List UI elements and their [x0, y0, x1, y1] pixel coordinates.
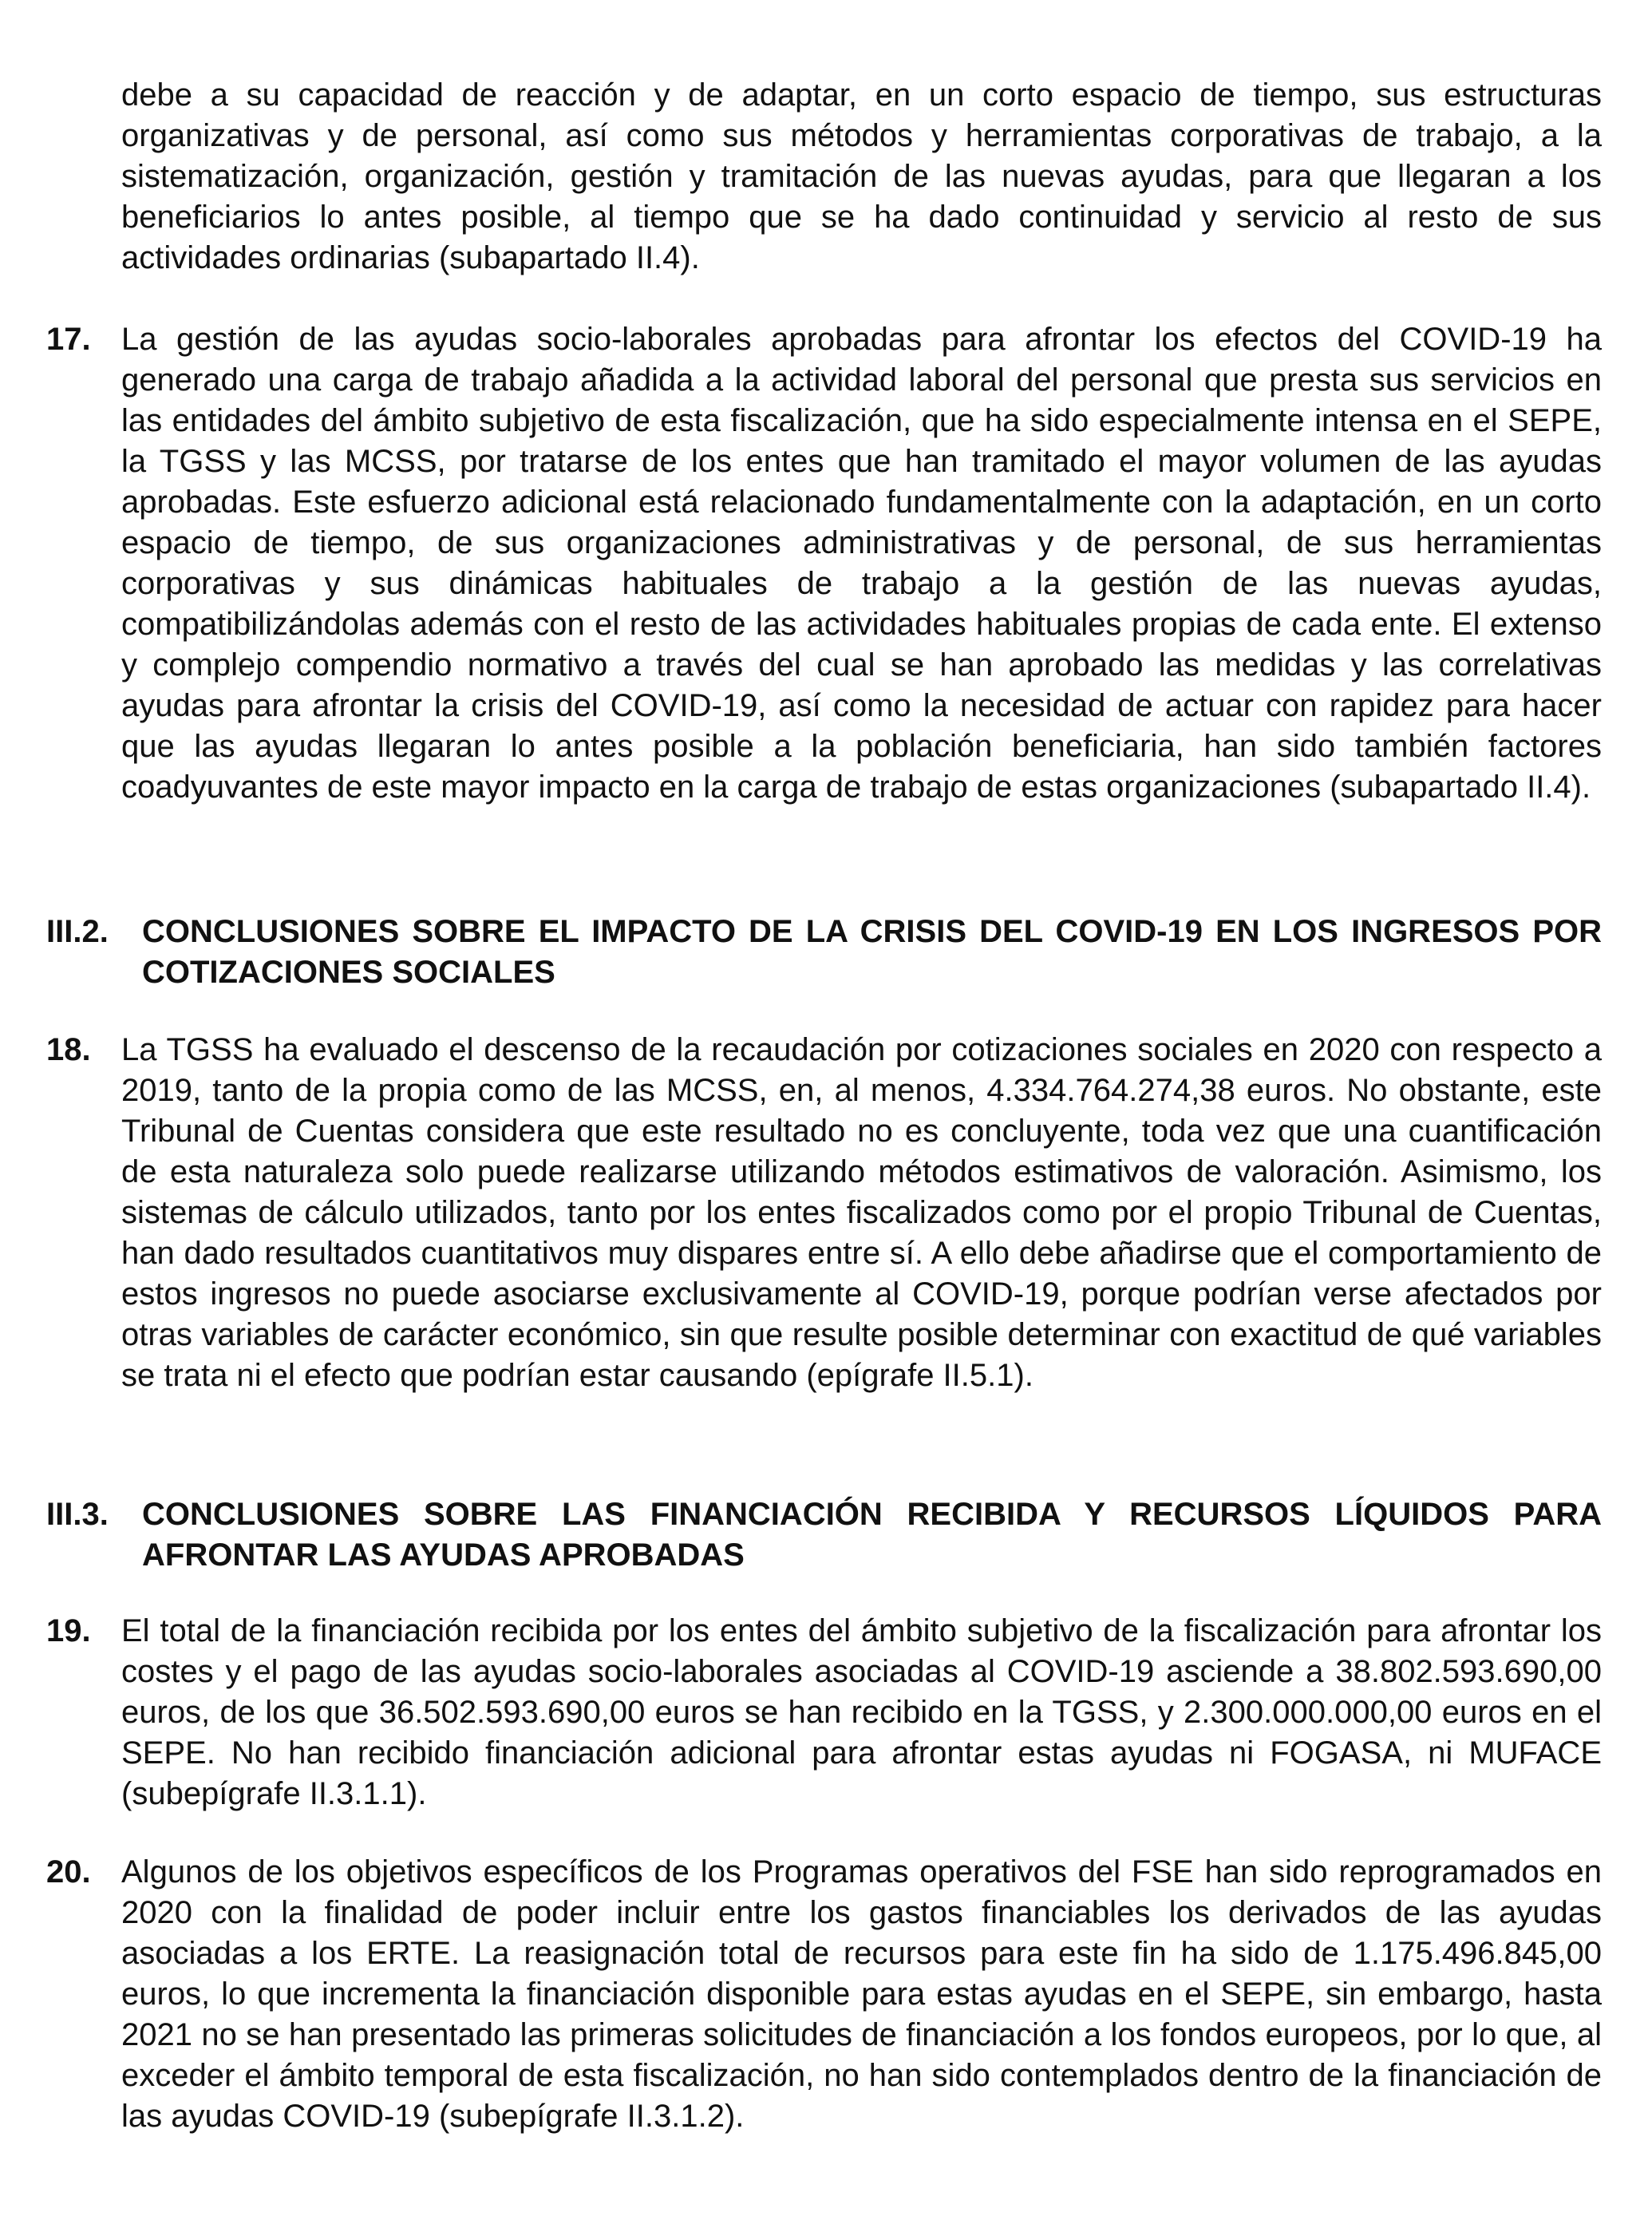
section-title: CONCLUSIONES SOBRE EL IMPACTO DE LA CRISIS DEL COVID-19 EN LOS INGRESOS POR COTIZACIONES SOCIALES	[142, 914, 1602, 990]
section-heading-III-3	[46, 1494, 1602, 1582]
section-heading-III-2	[46, 912, 1602, 999]
paragraph-20	[46, 1852, 1602, 2187]
intro-paragraph: debe a su capacidad de reacción y de adaptar, en un corto espacio de tiempo, sus estructuras organizativas y de personal, así como sus métodos y herramientas corporativas de trabajo, a la sistematización, organización, gestión y tramitación de las nuevas ayudas, para que llegaran a los beneficiarios lo antes posible, al tiempo que se ha dado continuidad y servicio al resto de sus actividades ordinarias (subapartado II.4).	[121, 77, 1602, 275]
section-number: III.2.	[46, 914, 109, 949]
section-title: CONCLUSIONES SOBRE LAS FINANCIACIÓN RECIBIDA Y RECURSOS LÍQUIDOS PARA AFRONTAR LAS AYUDAS APROBADAS	[142, 1497, 1602, 1573]
paragraph-number: 18.	[46, 1032, 91, 1067]
paragraph-number: 20.	[46, 1854, 91, 1890]
paragraph-17	[46, 319, 1602, 830]
section-number: III.3.	[46, 1497, 109, 1532]
paragraph-text: Algunos de los objetivos específicos de los Programas operativos del FSE han sido reprogramados en 2020 con la finalidad de poder incluir entre los gastos financiables los derivados de las ayudas asociadas a los ERTE. La reasignación total de recursos para este fin ha sido de 1.175.496.845,00 euros, lo que incrementa la financiación disponible para estas ayudas en el SEPE, sin embargo, hasta 2021 no se han presentado las primeras solicitudes de financiación a los fondos europeos, por lo que, al exceder el ámbito temporal de esta fiscalización, no han sido contemplados dentro de la financiación de las ayudas COVID-19 (subepígrafe II.3.1.2).	[121, 1854, 1602, 2134]
paragraph-18	[46, 1030, 1602, 1445]
paragraph-number: 19.	[46, 1613, 91, 1648]
paragraph-number: 17.	[46, 322, 91, 357]
paragraph-text: El total de la financiación recibida por los entes del ámbito subjetivo de la fiscalización para afrontar los costes y el pago de las ayudas socio-laborales asociadas al COVID-19 asciende a 38.802.593.690,00 euros, de los que 36.502.593.690,00 euros se han recibido en la TGSS, y 2.300.000.000,00 euros en el SEPE. No han recibido financiación adicional para afrontar estas ayudas ni FOGASA, ni MUFACE (subepígrafe II.3.1.1).	[121, 1613, 1602, 1811]
paragraph-text: La gestión de las ayudas socio-laborales aprobadas para afrontar los efectos del COVID-19 ha generado una carga de trabajo añadida a la actividad laboral del personal que presta sus servicios en las entidades del ámbito subjetivo de esta fiscalización, que ha sido especialmente intensa en el SEPE, la TGSS y las MCSS, por tratarse de los entes que han tramitado el mayor volumen de las ayudas aprobadas. Este esfuerzo adicional está relacionado fundamentalmente con la adaptación, en un corto espacio de tiempo, de sus organizaciones administrativas y de personal, de sus herramientas corporativas y sus dinámicas habituales de trabajo a la gestión de las nuevas ayudas, compatibilizándolas además con el resto de las actividades habituales propias de cada ente. El extenso y complejo compendio normativo a través del cual se han aprobado las medidas y las correlativas ayudas para afrontar la crisis del COVID-19, así como la necesidad de actuar con rapidez para hacer que las ayudas llegaran lo antes posible a la población beneficiaria, han sido también factores coadyuvantes de este mayor impacto en la carga de trabajo de estas organizaciones (subapartado II.4).	[121, 322, 1602, 805]
paragraph-text: La TGSS ha evaluado el descenso de la recaudación por cotizaciones sociales en 2020 con respecto a 2019, tanto de la propia como de las MCSS, en, al menos, 4.334.764.274,38 euros. No obstante, este Tribunal de Cuentas considera que este resultado no es concluyente, toda vez que una cuantificación de esta naturaleza solo puede realizarse utilizando métodos estimativos de valoración. Asimismo, los sistemas de cálculo utilizados, tanto por los entes fiscalizados como por el propio Tribunal de Cuentas, han dado resultados cuantitativos muy dispares entre sí. A ello debe añadirse que el comportamiento de estos ingresos no puede asociarse exclusivamente al COVID-19, porque podrían verse afectados por otras variables de carácter económico, sin que resulte posible determinar con exactitud de qué variables se trata ni el efecto que podrían estar causando (epígrafe II.5.1).	[121, 1032, 1602, 1393]
paragraph-19	[46, 1611, 1602, 1826]
